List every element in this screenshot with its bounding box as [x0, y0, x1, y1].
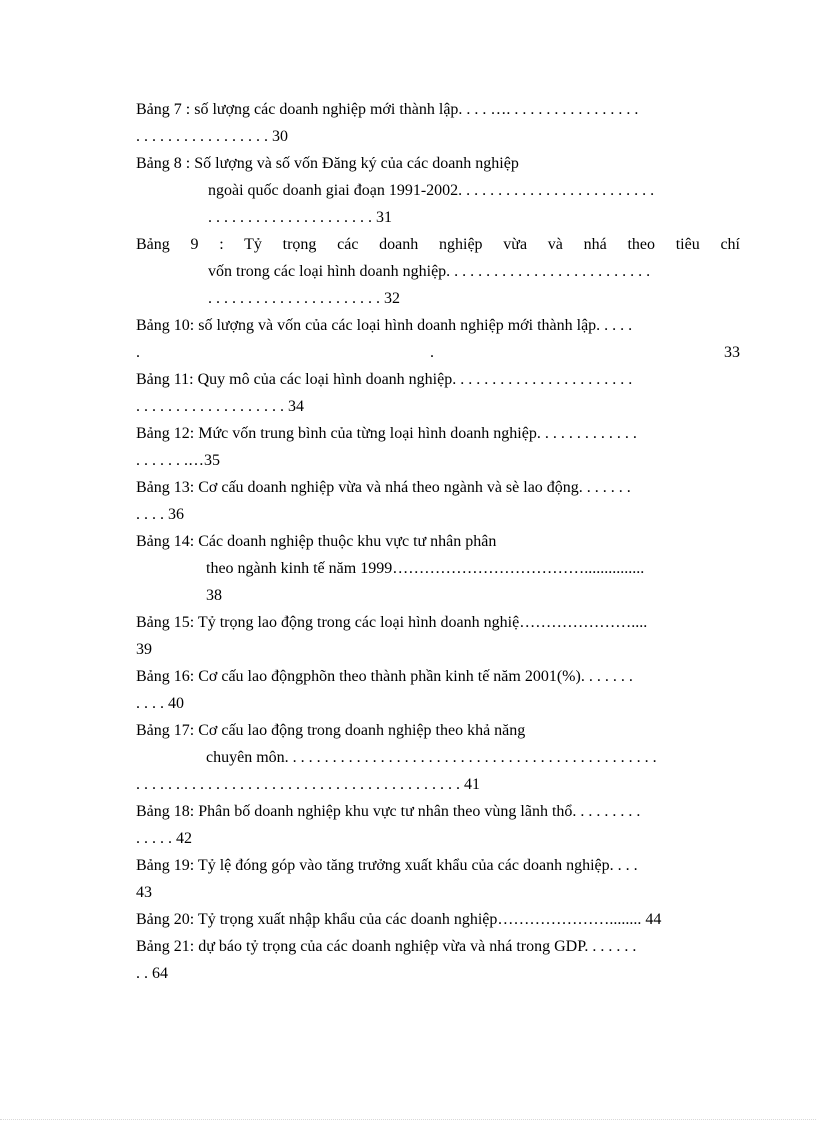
toc-line: Bảng 12: Mức vốn trung bình của từng loại hình doanh nghiệp. . . . . . . . . . . . . [136, 425, 637, 442]
toc-line: Bảng 21: dự báo tỷ trọng của các doanh nghiệp vừa và nhá trong GDP. . . . . . . [136, 938, 637, 955]
toc-line: 38 [206, 587, 222, 604]
toc-line: Bảng 7 : số lượng các doanh nghiệp mới thành lập. . . . …. . . . . . . . . . . . . . . . . [136, 101, 639, 118]
toc-line: . . . . . . . . . . . . . . . . . . . . . . . . . . . . . . . . . . . . . . . . . 41 [136, 776, 480, 793]
toc-line: Bảng 9 : Tỷ trọng các doanh nghiệp vừa và nhá theo tiêu chí [136, 236, 740, 253]
toc-line: . . 64 [136, 965, 168, 982]
toc-line: Bảng 16: Cơ cấu lao độngphõn theo thành phần kinh tế năm 2001(%). . . . . . . [136, 668, 633, 685]
toc-entry-bang-20[interactable] [136, 906, 740, 933]
toc-entry-bang-21[interactable] [136, 933, 740, 987]
toc-line: Bảng 10: số lượng và vốn của các loại hình doanh nghiệp mới thành lập. . . . . [136, 317, 633, 334]
toc-line: Bảng 15: Tỷ trọng lao động trong các loại hình doanh nghiệ………………….... [136, 614, 648, 631]
toc-line: 39 [136, 641, 152, 658]
toc-entry-bang-17[interactable] [136, 717, 740, 798]
toc-entry-bang-13[interactable] [136, 474, 740, 528]
toc-line: . . . . . . . . . . . . . . . . . . . 34 [136, 398, 304, 415]
toc-line: . . . . 36 [136, 506, 184, 523]
leader-dot: . [136, 344, 140, 361]
toc-line: Bảng 18: Phân bố doanh nghiệp khu vực tư nhân theo vùng lãnh thổ. . . . . . . . . [136, 803, 641, 820]
table-of-contents [136, 96, 740, 987]
toc-line: 43 [136, 884, 152, 901]
toc-line: Bảng 11: Quy mô của các loại hình doanh nghiệp. . . . . . . . . . . . . . . . . . . . . . . [136, 371, 633, 388]
toc-line: Bảng 13: Cơ cấu doanh nghiệp vừa và nhá theo ngành và sè lao động. . . . . . . [136, 479, 631, 496]
toc-entry-bang-9[interactable] [136, 231, 740, 312]
toc-line: . . . . . 42 [136, 830, 192, 847]
toc-line: Bảng 8 : Số lượng và số vốn Đăng ký của các doanh nghiệp [136, 155, 519, 172]
toc-entry-bang-14[interactable] [136, 528, 740, 609]
toc-line: . . . . . . . . . . . . . . . . . 30 [136, 128, 288, 145]
toc-line: . . . . . . . . . . . . . . . . . . . . . . 32 [208, 290, 400, 307]
toc-line: . . . . . . . . . . . . . . . . . . . . . 31 [208, 209, 392, 226]
toc-entry-bang-15[interactable] [136, 609, 740, 663]
toc-line: theo ngành kinh tế năm 1999………………………………............... [206, 560, 645, 577]
toc-entry-bang-8[interactable] [136, 150, 740, 231]
toc-line: . . . . 40 [136, 695, 184, 712]
toc-entry-bang-10[interactable] [136, 312, 740, 366]
page-number: 33 [724, 344, 740, 361]
toc-line: chuyên môn. . . . . . . . . . . . . . . . . . . . . . . . . . . . . . . . . . . . . . . . . . . . . . . [206, 749, 657, 766]
toc-entry-bang-18[interactable] [136, 798, 740, 852]
toc-line: . . . . . . .…35 [136, 452, 220, 469]
toc-entry-bang-11[interactable] [136, 366, 740, 420]
toc-line: Bảng 20: Tỷ trọng xuất nhập khẩu của các doanh nghiệp…………………........ 44 [136, 911, 662, 928]
toc-line: vốn trong các loại hình doanh nghiệp. . . . . . . . . . . . . . . . . . . . . . . . . . [208, 263, 651, 280]
toc-entry-bang-12[interactable] [136, 420, 740, 474]
leader-dot: . [430, 344, 434, 361]
toc-entry-bang-16[interactable] [136, 663, 740, 717]
toc-line-spread [136, 339, 740, 366]
page-bottom-divider [0, 1119, 816, 1120]
toc-line: ngoài quốc doanh giai đoạn 1991-2002. . . . . . . . . . . . . . . . . . . . . . . . . [208, 182, 655, 199]
toc-entry-bang-19[interactable] [136, 852, 740, 906]
toc-line: Bảng 19: Tỷ lệ đóng góp vào tăng trưởng xuất khẩu của các doanh nghiệp. . . . [136, 857, 638, 874]
toc-entry-bang-7[interactable] [136, 96, 740, 150]
toc-line: Bảng 17: Cơ cấu lao động trong doanh nghiệp theo khả năng [136, 722, 526, 739]
toc-line: Bảng 14: Các doanh nghiệp thuộc khu vực tư nhân phân [136, 533, 497, 550]
